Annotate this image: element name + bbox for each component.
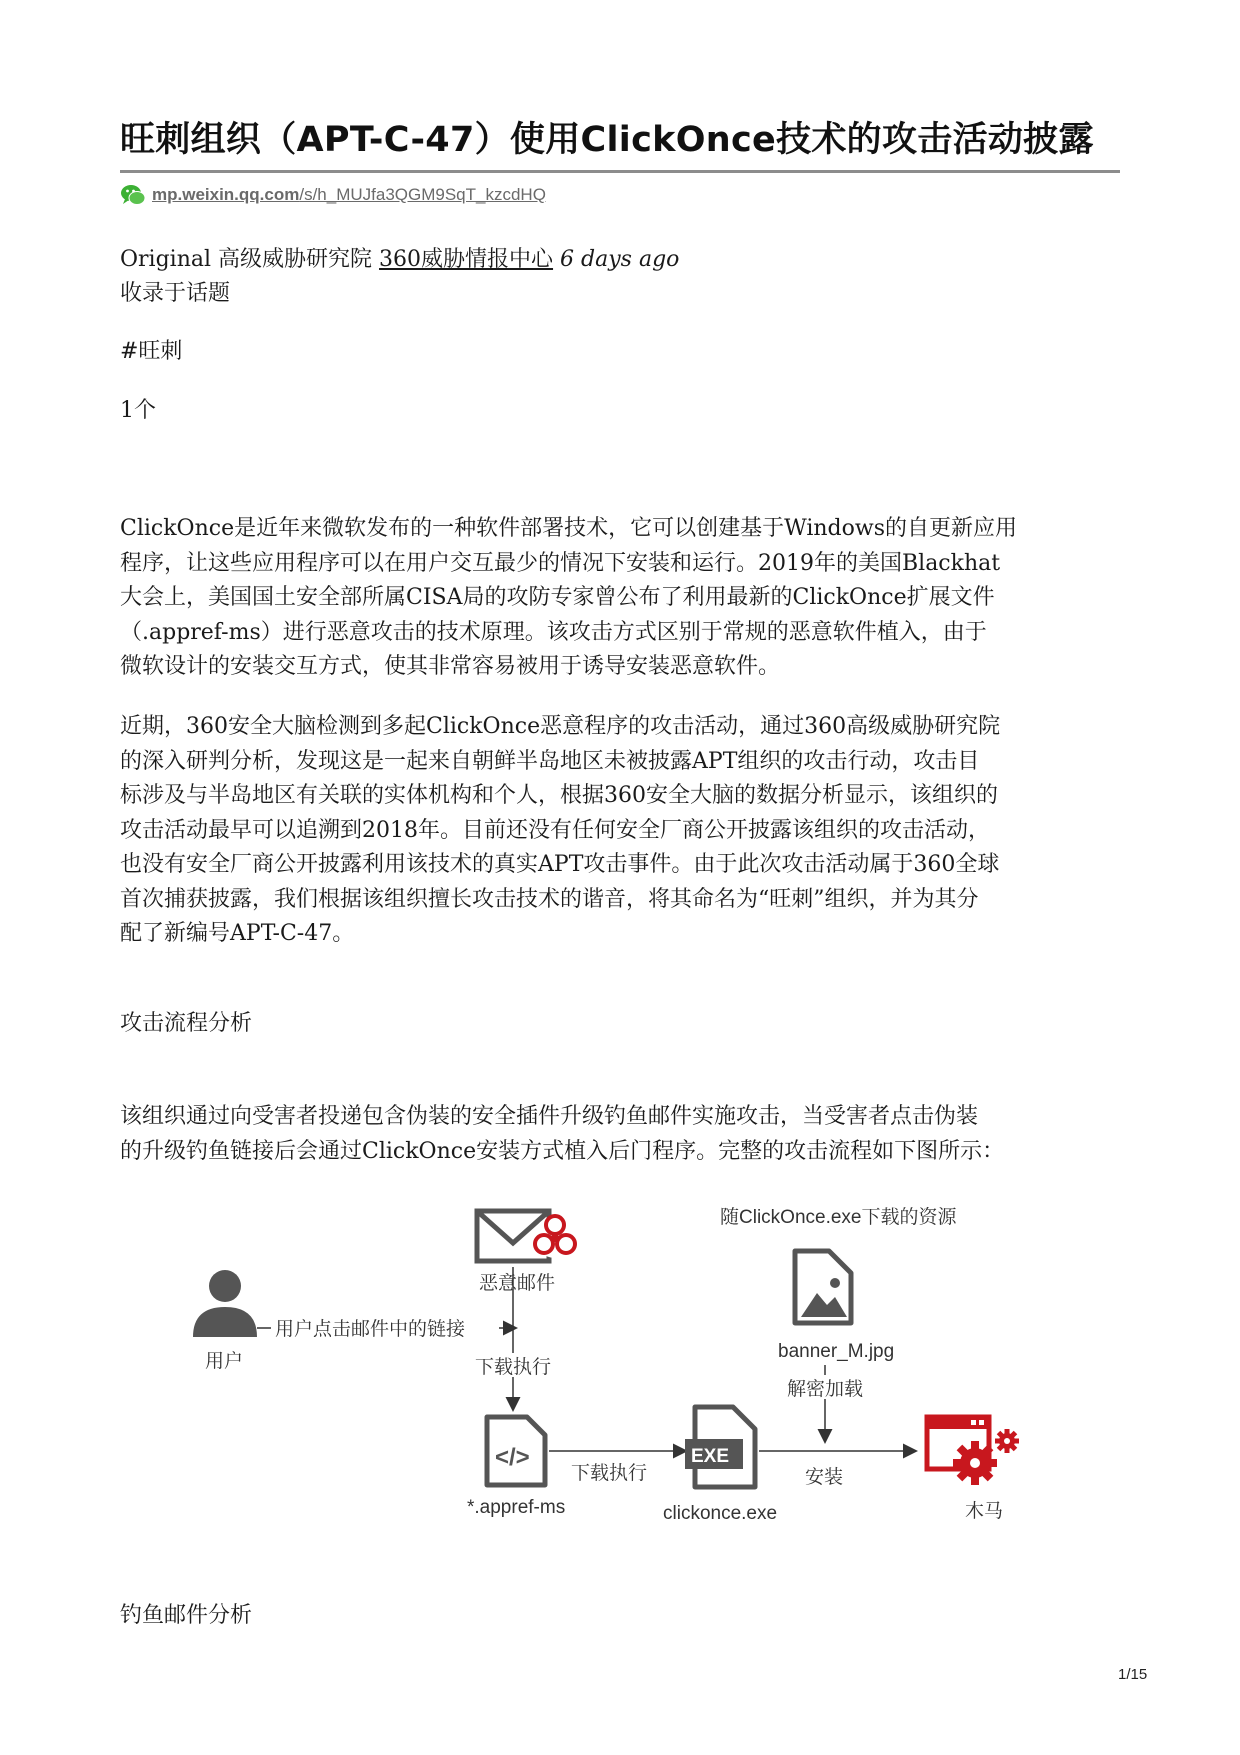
paragraph-line: 配了新编号APT-C-47。	[120, 921, 355, 946]
paragraph-line: ClickOnce是近年来微软发布的一种软件部署技术，它可以创建基于Windows的自更新应用	[120, 516, 1017, 541]
section-heading-phishing: 钓鱼邮件分析	[120, 1603, 253, 1628]
appref-label: *.appref-ms	[467, 1497, 566, 1518]
article-title: 旺刺组织（APT-C-47）使用ClickOnce技术的攻击活动披露	[120, 120, 1094, 160]
paragraph-line: 也没有安全厂商公开披露利用该技术的真实APT攻击事件。由于此次攻击活动属于360全球	[120, 852, 1000, 877]
trojan-label: 木马	[965, 1501, 1004, 1522]
user-icon	[193, 1270, 257, 1337]
malicious-mail-label: 恶意邮件	[479, 1273, 556, 1294]
clickonce-exe-label: clickonce.exe	[663, 1503, 778, 1524]
paragraph-line: 大会上，美国国土安全部所属CISA局的攻防专家曾公布了利用最新的ClickOnce扩展文件	[120, 585, 995, 610]
code-file-icon	[487, 1417, 545, 1485]
original-label: Original	[120, 247, 212, 272]
paragraph-line: 微软设计的安装交互方式，使其非常容易被用于诱导安装恶意软件。	[120, 654, 781, 679]
source-line	[120, 182, 546, 208]
source-domain: mp.weixin.qq.com	[152, 185, 300, 204]
wechat-icon	[120, 183, 146, 207]
attack-flow-diagram	[175, 1185, 1060, 1545]
paragraph-line: 该组织通过向受害者投递包含伪装的安全插件升级钓鱼邮件实施攻击，当受害者点击伪装	[120, 1104, 979, 1129]
image-file-icon	[795, 1251, 851, 1323]
trojan-icon	[927, 1417, 1019, 1485]
source-link[interactable]	[152, 185, 546, 205]
institute-name: 高级威胁研究院	[218, 247, 373, 272]
resource-caption: 随ClickOnce.exe下载的资源	[720, 1207, 957, 1228]
exe-badge-label: EXE	[691, 1446, 730, 1467]
svg-text:</>: </>	[495, 1444, 530, 1471]
article-meta	[120, 243, 679, 277]
download-exec-label-2: 下载执行	[571, 1463, 648, 1484]
paragraph-line: 攻击活动最早可以追溯到2018年。目前还没有任何安全厂商公开披露该组织的攻击活动，	[120, 817, 990, 843]
publish-time: 6 days ago	[560, 247, 680, 272]
paragraph-line: 程序，让这些应用程序可以在用户交互最少的情况下安装和运行。2019年的美国Blackhat	[120, 550, 1001, 576]
paragraph-line: 标涉及与半岛地区有关联的实体机构和个人，根据360安全大脑的数据分析显示，该组织的	[120, 783, 998, 808]
paragraph-line: 的升级钓鱼链接后会通过ClickOnce安装方式植入后门程序。完整的攻击流程如下图所示：	[120, 1138, 1005, 1164]
biohazard-icon	[534, 1216, 576, 1258]
section-heading-attack-flow: 攻击流程分析	[120, 1011, 253, 1036]
paragraph-flow	[120, 1100, 1120, 1169]
source-path: /s/h_MUJfa3QGM9SqT_kzcdHQ	[299, 185, 546, 204]
paragraph-discovery	[120, 710, 1120, 952]
paragraph-line: 近期，360安全大脑检测到多起ClickOnce恶意程序的攻击活动，通过360高级威胁研究院	[120, 714, 1001, 739]
paragraph-intro	[120, 512, 1120, 685]
page-number: 1/15	[1118, 1666, 1148, 1683]
exe-file-icon	[685, 1407, 755, 1487]
install-label: 安装	[805, 1467, 844, 1488]
account-link[interactable]: 360威胁情报中心	[379, 247, 554, 272]
user-label: 用户	[205, 1351, 244, 1372]
decrypt-load-label: 解密加载	[787, 1379, 864, 1400]
paragraph-line: 的深入研判分析，发现这是一起来自朝鲜半岛地区未被披露APT组织的攻击行动，攻击目	[120, 748, 980, 774]
paragraph-line: （.appref-ms）进行恶意攻击的技术原理。该攻击方式区别于常规的恶意软件植入，由于	[120, 619, 987, 645]
topic-count: 1个	[120, 398, 156, 423]
title-divider	[120, 170, 1120, 173]
collected-label: 收录于话题	[120, 281, 231, 306]
topic-hashtag[interactable]: #旺刺	[120, 339, 183, 364]
download-exec-label-1: 下载执行	[475, 1357, 552, 1378]
click-link-label: 用户点击邮件中的链接	[275, 1319, 466, 1340]
banner-label: banner_M.jpg	[778, 1341, 895, 1362]
paragraph-line: 首次捕获披露，我们根据该组织擅长攻击技术的谐音，将其命名为“旺刺”组织，并为其分	[120, 886, 979, 912]
